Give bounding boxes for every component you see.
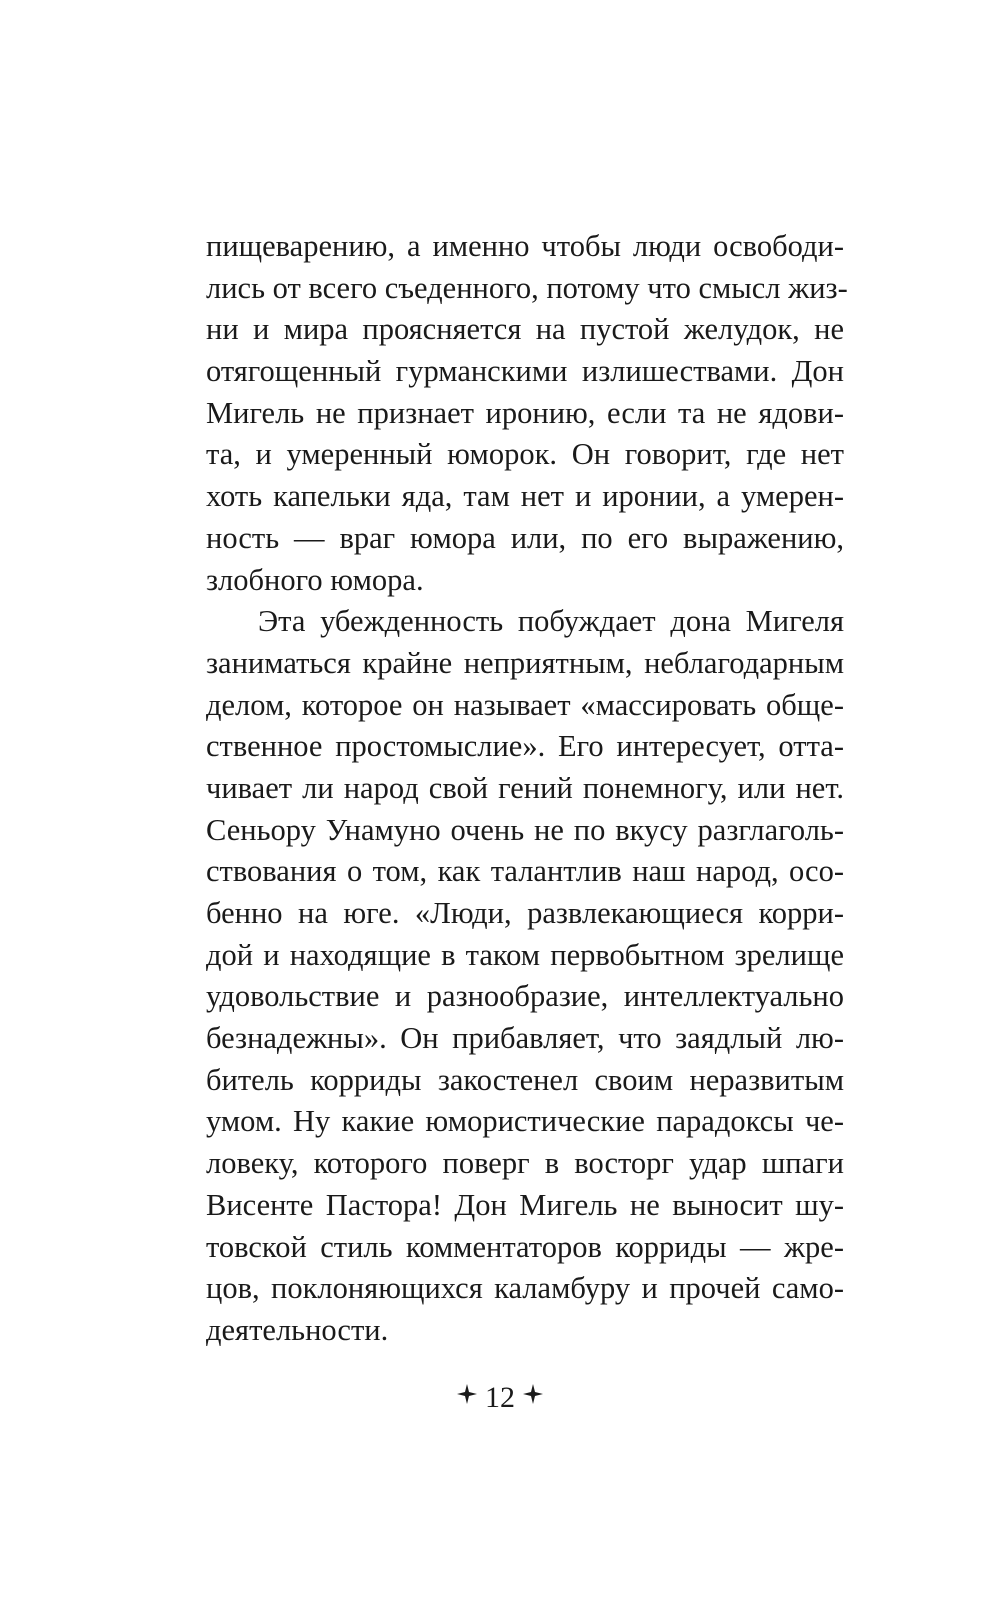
text-line: хоть капельки яда, там нет и иронии, а умерен- <box>206 479 844 514</box>
text-line: бенно на юге. «Люди, развлекающиеся корри- <box>206 896 844 930</box>
text-line: чивает ли народ свой гений понемногу, или нет. <box>206 770 844 805</box>
text-line: ность — враг юмора или, по его выражению, <box>206 520 844 555</box>
text-line: битель корриды закостенел своим неразвитым <box>206 1062 844 1097</box>
page-number: 12 <box>485 1381 515 1414</box>
text-line: деятельности. <box>206 1312 389 1347</box>
text-line: отягощенный гурманскими излишествами. Дон <box>206 354 844 389</box>
body-text <box>206 226 848 1352</box>
text-line: Висенте Пастора! Дон Мигель не выносит шу- <box>206 1187 844 1222</box>
text-line: ственное простомыслие». Его интересует, отта- <box>206 729 844 764</box>
text-line: умом. Ну какие юмористические парадоксы че- <box>206 1104 844 1139</box>
text-line: делом, которое он называет «массировать обще- <box>206 687 844 722</box>
paragraph-2 <box>206 601 844 1351</box>
text-line: безнадежны». Он прибавляет, что заядлый лю- <box>206 1021 844 1056</box>
text-line: Сеньору Унамуно очень не по вкусу разглаголь- <box>206 812 844 847</box>
text-line: ствования о том, как талантлив наш народ, осо- <box>206 854 844 889</box>
text-line: лись от всего съеденного, потому что смысл жиз- <box>206 270 848 305</box>
text-line: дой и находящие в таком первобытном зрелище <box>206 937 844 972</box>
text-line: удовольствие и разнообразие, интеллектуально <box>206 979 844 1014</box>
text-line: ловеку, которого поверг в восторг удар шпаги <box>206 1146 844 1181</box>
page-footer <box>0 1378 1000 1420</box>
four-pointed-star-icon <box>457 1378 477 1418</box>
text-line: цов, поклоняющихся каламбуру и прочей само- <box>206 1271 844 1306</box>
text-line: пищеварению, а именно чтобы люди освободи- <box>206 229 844 263</box>
text-line: та, и умеренный юморок. Он говорит, где нет <box>206 437 844 472</box>
text-line: товской стиль комментаторов корриды — жре- <box>206 1229 844 1264</box>
paragraph-1 <box>206 226 848 601</box>
text-line: заниматься крайне неприятным, неблагодарным <box>206 645 844 680</box>
text-line: Мигель не признает иронию, если та не ядови- <box>206 395 844 430</box>
text-line: ни и мира проясняется на пустой желудок, не <box>206 312 844 347</box>
text-line: злобного юмора. <box>206 562 424 597</box>
text-line: Эта убежденность побуждает дона Мигеля <box>258 604 844 639</box>
four-pointed-star-icon <box>523 1378 543 1418</box>
